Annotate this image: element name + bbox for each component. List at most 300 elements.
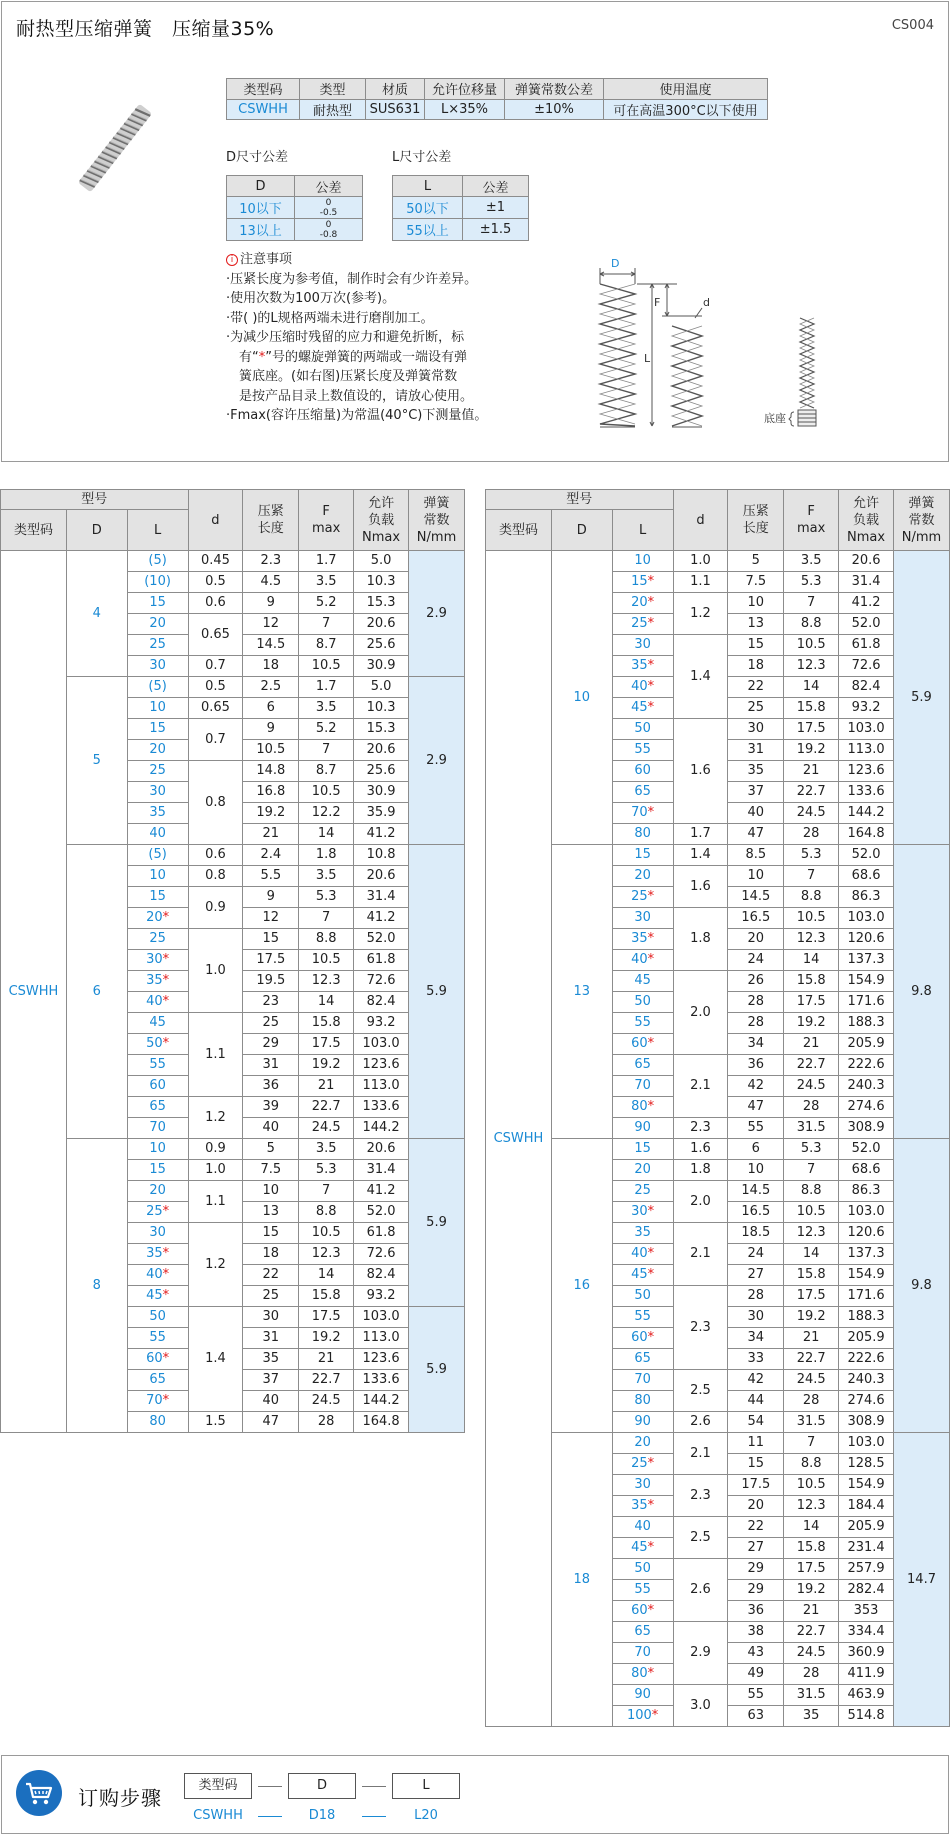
nmax-cell: 15.3: [354, 719, 409, 740]
d-tolerance-table: [226, 175, 363, 241]
fmax-cell: 3.5: [299, 698, 354, 719]
solid-length-cell: 18: [243, 1244, 299, 1265]
nmax-cell: 52.0: [839, 1139, 894, 1160]
spring-constant-cell: 5.9: [409, 845, 465, 1139]
solid-length-cell: 31: [243, 1328, 299, 1349]
wire-diameter-cell: 1.6: [673, 866, 728, 908]
solid-length-cell: 40: [243, 1118, 299, 1139]
nmax-cell: 31.4: [354, 887, 409, 908]
nmax-cell: 123.6: [354, 1349, 409, 1370]
d-tol-header: 公差: [295, 176, 363, 197]
nmax-cell: 123.6: [839, 761, 894, 782]
nmax-cell: 68.6: [839, 866, 894, 887]
fmax-cell: 5.3: [784, 572, 839, 593]
solid-length-cell: 35: [728, 761, 784, 782]
length-cell: 45: [612, 971, 673, 992]
note-line: 簧底座。(如右图)压紧长度及弹簧常数: [226, 369, 458, 384]
solid-length-cell: 7.5: [243, 1160, 299, 1181]
length-cell: 20*: [612, 593, 673, 614]
wire-diameter-cell: 2.3: [673, 1118, 728, 1139]
nmax-cell: 35.9: [354, 803, 409, 824]
fmax-cell: 17.5: [299, 1307, 354, 1328]
wire-diameter-cell: 1.7: [673, 824, 728, 845]
nmax-cell: 205.9: [839, 1517, 894, 1538]
d-tol-value: 0 -0.5: [295, 197, 363, 219]
solid-length-cell: 16.5: [728, 908, 784, 929]
wire-diameter-cell: 2.1: [673, 1433, 728, 1475]
nmax-cell: 133.6: [839, 782, 894, 803]
spec-value: 可在高温300°C以下使用: [604, 99, 768, 120]
fmax-cell: 14: [784, 1244, 839, 1265]
outer-diameter-cell: 13: [551, 845, 612, 1139]
nmax-cell: 72.6: [354, 1244, 409, 1265]
solid-length-cell: 24: [728, 950, 784, 971]
nmax-cell: 93.2: [839, 698, 894, 719]
solid-length-cell: 31: [728, 740, 784, 761]
length-cell: 40*: [612, 677, 673, 698]
solid-length-cell: 5: [728, 551, 784, 572]
fmax-cell: 14: [784, 1517, 839, 1538]
wire-diameter-cell: 1.0: [673, 551, 728, 572]
star-mark: *: [162, 952, 170, 967]
star-mark: *: [162, 1036, 170, 1051]
spring-constant-header: 弹簧 常数 N/mm: [409, 490, 465, 551]
length-cell: 10: [127, 1139, 188, 1160]
solid-length-cell: 11: [728, 1433, 784, 1454]
spec-header: 类型码: [227, 79, 300, 100]
fmax-cell: 21: [299, 1349, 354, 1370]
diagram-wire-label: d: [703, 296, 710, 309]
fmax-cell: 1.7: [299, 551, 354, 572]
nmax-cell: 61.8: [354, 950, 409, 971]
length-cell: 15: [612, 845, 673, 866]
star-mark: *: [647, 1498, 655, 1513]
fmax-cell: 24.5: [784, 803, 839, 824]
length-cell: 50: [612, 1286, 673, 1307]
wire-diameter-cell: 0.45: [188, 551, 243, 572]
table-row: [1, 845, 465, 866]
solid-length-cell: 10: [728, 593, 784, 614]
fmax-cell: 15.8: [784, 971, 839, 992]
length-cell: 15: [127, 1160, 188, 1181]
fmax-cell: 8.8: [784, 1181, 839, 1202]
solid-length-cell: 35: [243, 1349, 299, 1370]
fmax-cell: 17.5: [299, 1034, 354, 1055]
star-mark: *: [162, 994, 170, 1009]
solid-length-cell: 28: [728, 1013, 784, 1034]
nmax-cell: 52.0: [839, 845, 894, 866]
step-connector: [258, 1786, 282, 1787]
spring-constant-cell: 5.9: [894, 551, 950, 845]
solid-length-cell: 18: [728, 656, 784, 677]
star-mark: *: [647, 1330, 655, 1345]
star-mark: *: [647, 658, 655, 673]
length-cell: 35*: [612, 1496, 673, 1517]
nmax-cell: 360.9: [839, 1643, 894, 1664]
nmax-cell: 133.6: [354, 1370, 409, 1391]
nmax-cell: 10.8: [354, 845, 409, 866]
nmax-cell: 171.6: [839, 992, 894, 1013]
length-cell: 40*: [612, 950, 673, 971]
fmax-cell: 8.8: [784, 614, 839, 635]
fmax-cell: 28: [299, 1412, 354, 1433]
fmax-cell: 19.2: [784, 1013, 839, 1034]
nmax-cell: 86.3: [839, 1181, 894, 1202]
fmax-cell: 7: [784, 1160, 839, 1181]
nmax-cell: 120.6: [839, 1223, 894, 1244]
nmax-cell: 103.0: [839, 1433, 894, 1454]
nmax-cell: 52.0: [354, 1202, 409, 1223]
wire-diameter-cell: 0.7: [188, 719, 243, 761]
nmax-cell: 82.4: [354, 992, 409, 1013]
fmax-cell: 21: [784, 1034, 839, 1055]
step-value-d: D18: [308, 1808, 336, 1823]
wire-diameter-cell: 2.3: [673, 1286, 728, 1370]
star-mark: *: [162, 973, 170, 988]
spec-header: 类型: [300, 79, 366, 100]
nmax-cell: 128.5: [839, 1454, 894, 1475]
wire-diameter-cell: 1.1: [188, 1181, 243, 1223]
fmax-cell: 8.7: [299, 635, 354, 656]
length-cell: 70: [612, 1076, 673, 1097]
note-line: ·带( )的L规格两端未进行磨削加工。: [226, 310, 434, 326]
d-tol-value: 0 -0.8: [295, 219, 363, 241]
solid-length-cell: 30: [728, 1307, 784, 1328]
solid-length-cell: 55: [728, 1118, 784, 1139]
spring-photo: [60, 88, 170, 208]
fmax-cell: 7: [299, 908, 354, 929]
order-steps-title: 订购步骤: [78, 1786, 162, 1810]
solid-length-cell: 15: [243, 1223, 299, 1244]
length-cell: 10: [612, 551, 673, 572]
wire-diameter-cell: 1.4: [188, 1307, 243, 1412]
l-tolerance-title: L尺寸公差: [392, 150, 452, 165]
fmax-cell: 3.5: [299, 1139, 354, 1160]
nmax-cell: 222.6: [839, 1349, 894, 1370]
nmax-cell: 31.4: [839, 572, 894, 593]
length-cell: 50: [612, 992, 673, 1013]
step-connector: [362, 1786, 386, 1787]
solid-length-cell: 16.5: [728, 1202, 784, 1223]
star-mark: *: [647, 931, 655, 946]
nmax-cell: 205.9: [839, 1034, 894, 1055]
spec-header: 材质: [366, 79, 425, 100]
diagram-seat-label: 底座: [764, 412, 786, 425]
star-mark: *: [162, 1267, 170, 1282]
fmax-cell: 5.3: [784, 845, 839, 866]
length-cell: 65: [612, 782, 673, 803]
length-cell: 45*: [612, 1538, 673, 1559]
fmax-cell: 10.5: [299, 656, 354, 677]
spring-constant-cell: 14.7: [894, 1433, 950, 1727]
spec-value: SUS631: [366, 99, 425, 120]
fmax-cell: 15.8: [784, 698, 839, 719]
step-value-l: L20: [414, 1808, 438, 1823]
type-code-header: 类型码: [486, 510, 552, 551]
nmax-cell: 15.3: [354, 593, 409, 614]
length-cell: (5): [127, 845, 188, 866]
nmax-header: 允许 负载 Nmax: [839, 490, 894, 551]
nmax-cell: 123.6: [354, 1055, 409, 1076]
star-mark: *: [647, 679, 655, 694]
spec-value: L×35%: [425, 99, 505, 120]
solid-length-cell: 15: [243, 929, 299, 950]
length-cell: 15: [612, 1139, 673, 1160]
wire-diameter-cell: 2.3: [673, 1475, 728, 1517]
length-cell: 40*: [612, 1244, 673, 1265]
nmax-cell: 25.6: [354, 635, 409, 656]
wire-diameter-cell: 2.5: [673, 1370, 728, 1412]
star-mark: *: [647, 1540, 655, 1555]
solid-length-cell: 19.2: [243, 803, 299, 824]
wire-diameter-cell: 0.6: [188, 845, 243, 866]
length-cell: (5): [127, 551, 188, 572]
wire-diameter-cell: 0.6: [188, 593, 243, 614]
fmax-cell: 17.5: [784, 719, 839, 740]
diagram-d-label: D: [611, 257, 620, 270]
value-connector: [362, 1816, 386, 1817]
length-cell: 45*: [127, 1286, 188, 1307]
diagram-l-label: L: [644, 352, 651, 365]
length-cell: 25: [127, 929, 188, 950]
length-cell: 40*: [127, 992, 188, 1013]
wire-diameter-cell: 2.1: [673, 1223, 728, 1286]
solid-length-cell: 9: [243, 593, 299, 614]
nmax-cell: 61.8: [354, 1223, 409, 1244]
nmax-cell: 154.9: [839, 1475, 894, 1496]
note-line: ·压紧长度为参考值，制作时会有少许差异。: [226, 271, 478, 287]
fmax-cell: 8.8: [299, 929, 354, 950]
wire-diameter-cell: 1.2: [188, 1223, 243, 1307]
nmax-cell: 205.9: [839, 1328, 894, 1349]
fmax-cell: 14: [784, 677, 839, 698]
note-line: 是按产品目录上数值设的，请放心使用。: [226, 388, 474, 404]
spring-constant-header: 弹簧 常数 N/mm: [894, 490, 950, 551]
solid-length-cell: 14.5: [728, 887, 784, 908]
d-wire-header: d: [188, 490, 243, 551]
nmax-cell: 72.6: [354, 971, 409, 992]
length-cell: 20: [127, 614, 188, 635]
l-tol-size: 55以上: [393, 219, 463, 241]
fmax-cell: 5.3: [299, 1160, 354, 1181]
solid-length-cell: 34: [728, 1328, 784, 1349]
solid-length-cell: 14.5: [243, 635, 299, 656]
star-mark: *: [162, 1351, 170, 1366]
length-cell: 35*: [612, 929, 673, 950]
catalog-code: CS004: [891, 18, 934, 33]
nmax-cell: 113.0: [839, 740, 894, 761]
length-cell: 20: [127, 740, 188, 761]
star-mark: *: [647, 574, 655, 589]
star-mark: *: [647, 700, 655, 715]
star-mark: *: [647, 1246, 655, 1261]
wire-diameter-cell: 0.8: [188, 761, 243, 845]
length-cell: 90: [612, 1685, 673, 1706]
solid-length-cell: 47: [728, 824, 784, 845]
spec-value: 耐热型: [300, 99, 366, 120]
solid-length-cell: 9: [243, 887, 299, 908]
solid-length-cell: 14.5: [728, 1181, 784, 1202]
length-cell: 35*: [127, 971, 188, 992]
fmax-cell: 31.5: [784, 1685, 839, 1706]
nmax-cell: 144.2: [839, 803, 894, 824]
length-cell: 30*: [612, 1202, 673, 1223]
solid-length-cell: 15: [728, 635, 784, 656]
l-tol-size: 50以下: [393, 197, 463, 219]
length-cell: 60*: [612, 1034, 673, 1055]
nmax-cell: 41.2: [354, 1181, 409, 1202]
fmax-cell: 15.8: [784, 1538, 839, 1559]
solid-length-cell: 22: [728, 677, 784, 698]
fmax-cell: 7: [299, 740, 354, 761]
fmax-cell: 14: [299, 1265, 354, 1286]
star-mark: *: [647, 1267, 655, 1282]
length-cell: 25*: [612, 1454, 673, 1475]
fmax-cell: 1.8: [299, 845, 354, 866]
fmax-cell: 14: [784, 950, 839, 971]
star-mark: *: [162, 1246, 170, 1261]
fmax-cell: 3.5: [784, 551, 839, 572]
fmax-cell: 17.5: [784, 1559, 839, 1580]
star-mark: *: [162, 910, 170, 925]
wire-diameter-cell: 1.2: [188, 1097, 243, 1139]
d-outer-header: D: [66, 510, 127, 551]
length-cell: 60*: [127, 1349, 188, 1370]
fmax-cell: 1.7: [299, 677, 354, 698]
solid-length-cell: 15: [728, 1454, 784, 1475]
nmax-cell: 164.8: [354, 1412, 409, 1433]
solid-length-cell: 25: [728, 698, 784, 719]
solid-length-cell: 19.5: [243, 971, 299, 992]
star-mark: *: [647, 1204, 655, 1219]
nmax-cell: 41.2: [354, 824, 409, 845]
solid-length-cell: 54: [728, 1412, 784, 1433]
solid-length-cell: 40: [243, 1391, 299, 1412]
solid-length-cell: 7.5: [728, 572, 784, 593]
fmax-cell: 10.5: [784, 635, 839, 656]
length-cell: 80*: [612, 1664, 673, 1685]
l-header: L: [612, 510, 673, 551]
fmax-cell: 10.5: [299, 1223, 354, 1244]
wire-diameter-cell: 1.1: [673, 572, 728, 593]
fmax-cell: 8.8: [784, 887, 839, 908]
spring-constant-cell: 2.9: [409, 551, 465, 677]
wire-diameter-cell: 2.9: [673, 1622, 728, 1685]
fmax-cell: 5.2: [299, 593, 354, 614]
fmax-cell: 8.8: [784, 1454, 839, 1475]
fmax-cell: 31.5: [784, 1118, 839, 1139]
fmax-header: F max: [784, 490, 839, 551]
fmax-cell: 28: [784, 1391, 839, 1412]
fmax-cell: 12.3: [784, 656, 839, 677]
fmax-cell: 22.7: [784, 1622, 839, 1643]
nmax-cell: 240.3: [839, 1076, 894, 1097]
nmax-cell: 144.2: [354, 1391, 409, 1412]
nmax-cell: 41.2: [839, 593, 894, 614]
step-value-type-code: CSWHH: [193, 1808, 243, 1823]
type-code-cell: CSWHH: [1, 551, 67, 1433]
solid-length-cell: 55: [728, 1685, 784, 1706]
nmax-cell: 257.9: [839, 1559, 894, 1580]
solid-length-cell: 49: [728, 1664, 784, 1685]
fmax-cell: 22.7: [299, 1370, 354, 1391]
solid-length-cell: 21: [243, 824, 299, 845]
fmax-cell: 8.7: [299, 761, 354, 782]
length-cell: 25: [612, 1181, 673, 1202]
wire-diameter-cell: 1.4: [673, 635, 728, 719]
solid-length-cell: 10: [728, 866, 784, 887]
nmax-cell: 52.0: [354, 929, 409, 950]
solid-length-cell: 33: [728, 1349, 784, 1370]
length-cell: 60*: [612, 1328, 673, 1349]
solid-length-cell: 6: [243, 698, 299, 719]
fmax-cell: 7: [784, 593, 839, 614]
nmax-cell: 137.3: [839, 1244, 894, 1265]
wire-diameter-cell: 1.4: [673, 845, 728, 866]
nmax-cell: 411.9: [839, 1664, 894, 1685]
fmax-cell: 14: [299, 824, 354, 845]
table-row: [1, 677, 465, 698]
nmax-cell: 308.9: [839, 1118, 894, 1139]
solid-length-cell: 18.5: [728, 1223, 784, 1244]
solid-length-cell: 34: [728, 1034, 784, 1055]
length-cell: 40: [612, 1517, 673, 1538]
length-cell: 80*: [612, 1097, 673, 1118]
nmax-cell: 171.6: [839, 1286, 894, 1307]
spring-dimension-diagram: [592, 256, 842, 436]
nmax-cell: 31.4: [354, 1160, 409, 1181]
outer-diameter-cell: 10: [551, 551, 612, 845]
star-mark: *: [647, 616, 655, 631]
length-cell: 80: [127, 1412, 188, 1433]
nmax-cell: 282.4: [839, 1580, 894, 1601]
fmax-cell: 10.5: [784, 1475, 839, 1496]
star-mark: *: [647, 1036, 655, 1051]
fmax-cell: 19.2: [299, 1328, 354, 1349]
star-mark: *: [162, 1204, 170, 1219]
solid-length-cell: 17.5: [243, 950, 299, 971]
solid-length-cell: 40: [728, 803, 784, 824]
fmax-cell: 7: [299, 614, 354, 635]
notes-heading: 注意事项: [240, 252, 293, 267]
nmax-cell: 274.6: [839, 1097, 894, 1118]
fmax-cell: 10.5: [299, 950, 354, 971]
length-cell: 45*: [612, 698, 673, 719]
solid-length-cell: 28: [728, 992, 784, 1013]
solid-length-header: 压紧 长度: [728, 490, 784, 551]
solid-length-cell: 24: [728, 1244, 784, 1265]
spec-table: [226, 78, 768, 120]
outer-diameter-cell: 5: [66, 677, 127, 845]
fmax-cell: 28: [784, 824, 839, 845]
solid-length-cell: 42: [728, 1076, 784, 1097]
length-cell: 30: [127, 1223, 188, 1244]
length-cell: 100*: [612, 1706, 673, 1727]
wire-diameter-cell: 1.8: [673, 908, 728, 971]
diagram-f-label: F: [654, 296, 661, 309]
wire-diameter-cell: 0.8: [188, 866, 243, 887]
nmax-cell: 308.9: [839, 1412, 894, 1433]
length-cell: 65: [612, 1349, 673, 1370]
nmax-cell: 5.0: [354, 551, 409, 572]
star-mark: *: [162, 1393, 170, 1408]
length-cell: 30: [612, 1475, 673, 1496]
solid-length-cell: 39: [243, 1097, 299, 1118]
solid-length-cell: 44: [728, 1391, 784, 1412]
fmax-cell: 35: [784, 1706, 839, 1727]
nmax-cell: 154.9: [839, 971, 894, 992]
nmax-cell: 188.3: [839, 1013, 894, 1034]
